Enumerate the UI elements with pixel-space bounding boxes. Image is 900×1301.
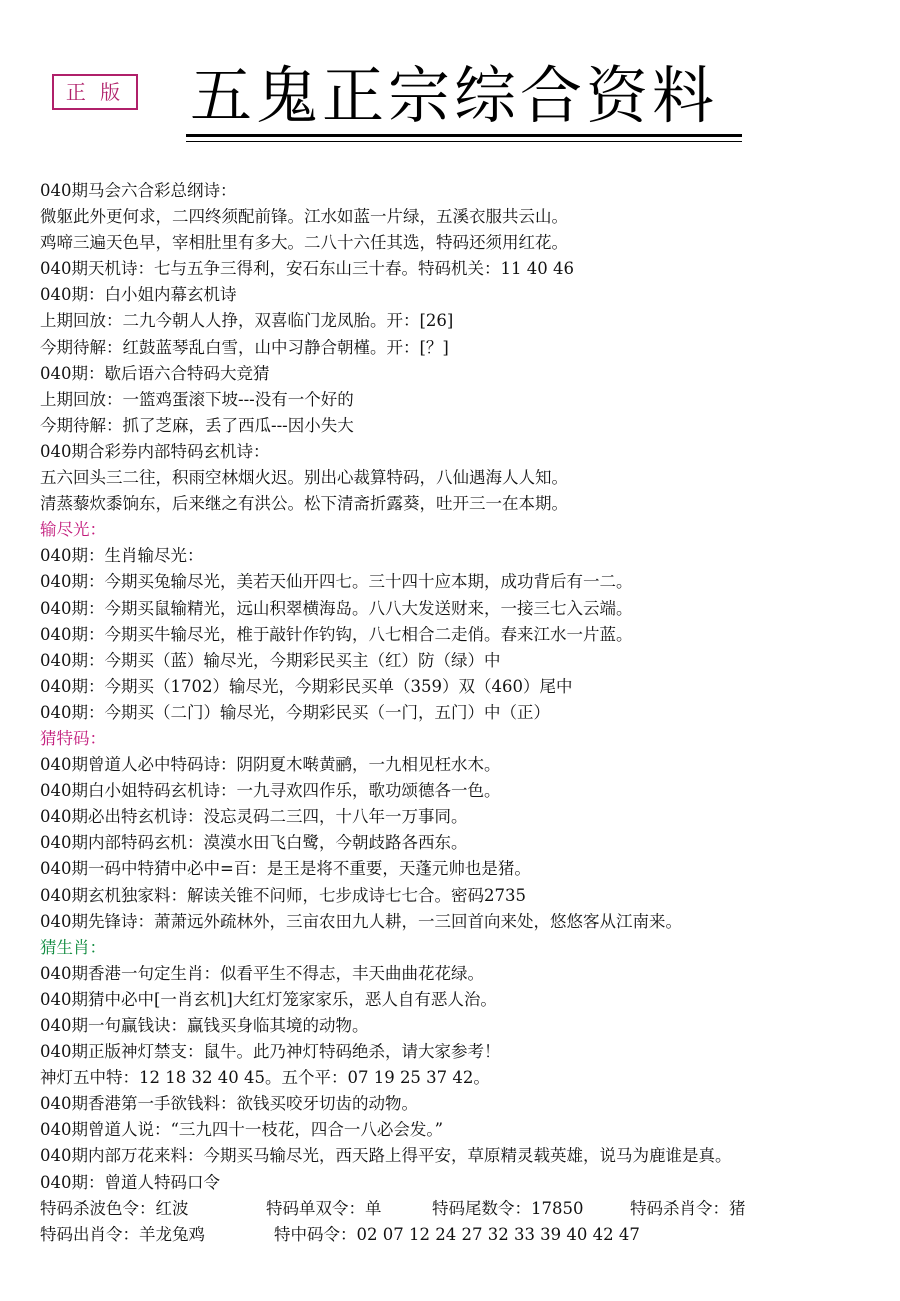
code-hit-numbers: 特中码令：02 07 12 24 27 32 33 39 40 42 47 <box>274 1224 640 1244</box>
title-underline-thick <box>186 134 742 137</box>
text-line: 清蒸藜炊黍饷东，后来继之有洪公。松下清斋折露葵，吐开三一在本期。 <box>40 494 568 514</box>
code-out-zodiac: 特码出肖令：羊龙兔鸡 <box>40 1224 205 1244</box>
text-line: 040期：今期买兔输尽光，美若天仙开四七。三十四十应本期，成功背后有一二。 <box>40 572 633 592</box>
text-line: 040期香港一句定生肖：似看平生不得志，丰天曲曲花花绿。 <box>40 963 484 983</box>
text-line: 今期待解：红鼓蓝琴乱白雪，山中习静合朝槿。开：[？] <box>40 337 449 357</box>
text-line: 040期：生肖输尽光： <box>40 546 204 566</box>
text-line: 040期一码中特猜中必中=百：是王是将不重要，天蓬元帅也是猪。 <box>40 859 531 879</box>
text-line: 040期玄机独家料：解读关锥不问师，七步成诗七七合。密码2735 <box>40 885 526 905</box>
text-line: 微躯此外更何求，二四终须配前锋。江水如蓝一片绿，五溪衣服共云山。 <box>40 207 568 227</box>
text-line: 040期内部万花来料：今期买马输尽光，西天路上得平安，草原精灵载英雄，说马为鹿谁是真。 <box>40 1146 732 1166</box>
text-line: 040期：今期买（蓝）输尽光，今期彩民买主（红）防（绿）中 <box>40 650 501 670</box>
title-underline-thin <box>186 141 742 142</box>
text-line: 040期正版神灯禁支：鼠牛。此乃神灯特码绝杀，请大家参考！ <box>40 1042 501 1062</box>
edition-badge: 正 版 <box>52 74 138 110</box>
text-line: 040期内部特码玄机：漠漠水田飞白鹭，今朝歧路各西东。 <box>40 833 468 853</box>
text-line: 040期：今期买牛输尽光，椎于敲针作钓钩，八七相合二走俏。春来江水一片蓝。 <box>40 624 633 644</box>
text-line: 040期一句赢钱诀：赢钱买身临其境的动物。 <box>40 1016 369 1035</box>
text-line: 040期马会六合彩总纲诗： <box>40 181 237 200</box>
code-tail-number: 特码尾数令：17850 <box>432 1198 584 1218</box>
code-kill-zodiac: 特码杀肖令：猪 <box>630 1198 746 1218</box>
text-line: 040期：歇后语六合特码大竞猜 <box>40 363 270 383</box>
text-line: 上期回放：二九今朝人人挣，双喜临门龙凤胎。开：[26] <box>40 311 454 331</box>
section-heading-guess-zodiac: 猜生肖： <box>40 937 106 957</box>
text-line: 今期待解：抓了芝麻，丢了西瓜---因小失大 <box>40 415 354 435</box>
page-title: 五鬼正宗综合资料 <box>190 59 719 132</box>
section-heading-guess-code: 猜特码： <box>40 728 106 748</box>
code-wave-color: 特码杀波色令：红波 <box>40 1198 189 1218</box>
text-line: 040期必出特玄机诗：没忘灵码二三四，十八年一万事同。 <box>40 807 468 827</box>
text-line: 神灯五中特：12 18 32 40 45。五个平：07 19 25 37 42。 <box>40 1068 490 1088</box>
text-line: 五六回头三二往，积雨空林烟火迟。别出心裁算特码，八仙遇海人人知。 <box>40 468 568 488</box>
code-row-1 <box>40 1196 890 1222</box>
code-row-2 <box>40 1222 890 1248</box>
code-odd-even: 特码单双令：单 <box>266 1198 382 1218</box>
text-line: 鸡啼三遍天色早，宰相肚里有多大。二八十六任其选，特码还须用红花。 <box>40 233 568 253</box>
text-line: 040期白小姐特码玄机诗：一九寻欢四作乐，歌功颂德各一色。 <box>40 781 501 801</box>
text-line: 040期：白小姐内幕玄机诗 <box>40 285 237 305</box>
text-line: 040期猜中必中[一肖玄机]大红灯笼家家乐，恶人自有恶人治。 <box>40 989 497 1009</box>
text-line: 040期曾道人必中特码诗：阴阴夏木啭黄鹂，一九相见枉水木。 <box>40 755 501 775</box>
text-line: 040期：今期买（二门）输尽光，今期彩民买（一门，五门）中（正） <box>40 702 550 722</box>
text-line: 上期回放：一篮鸡蛋滚下坡---没有一个好的 <box>40 389 354 409</box>
section-heading-lose-all: 输尽光： <box>40 520 106 540</box>
text-line: 040期天机诗：七与五争三得利，安石东山三十春。特码机关：11 40 46 <box>40 259 574 279</box>
text-line: 040期：今期买鼠输精光，远山积翠横海岛。八八大发送财来，一接三七入云端。 <box>40 598 633 618</box>
text-line: 040期香港第一手欲钱料：欲钱买咬牙切齿的动物。 <box>40 1094 418 1114</box>
text-line: 040期合彩券内部特码玄机诗： <box>40 441 270 461</box>
text-line: 040期：曾道人特码口令 <box>40 1172 220 1192</box>
document-body <box>40 178 890 1248</box>
text-line: 040期曾道人说：“三九四十一枝花，四合一八必会发。” <box>40 1120 444 1140</box>
text-line: 040期：今期买（1702）输尽光，今期彩民买单（359）双（460）尾中 <box>40 676 573 696</box>
text-line: 040期先锋诗：萧萧远外疏林外，三亩农田九人耕，一三回首向来处，悠悠客从江南来。 <box>40 911 682 931</box>
